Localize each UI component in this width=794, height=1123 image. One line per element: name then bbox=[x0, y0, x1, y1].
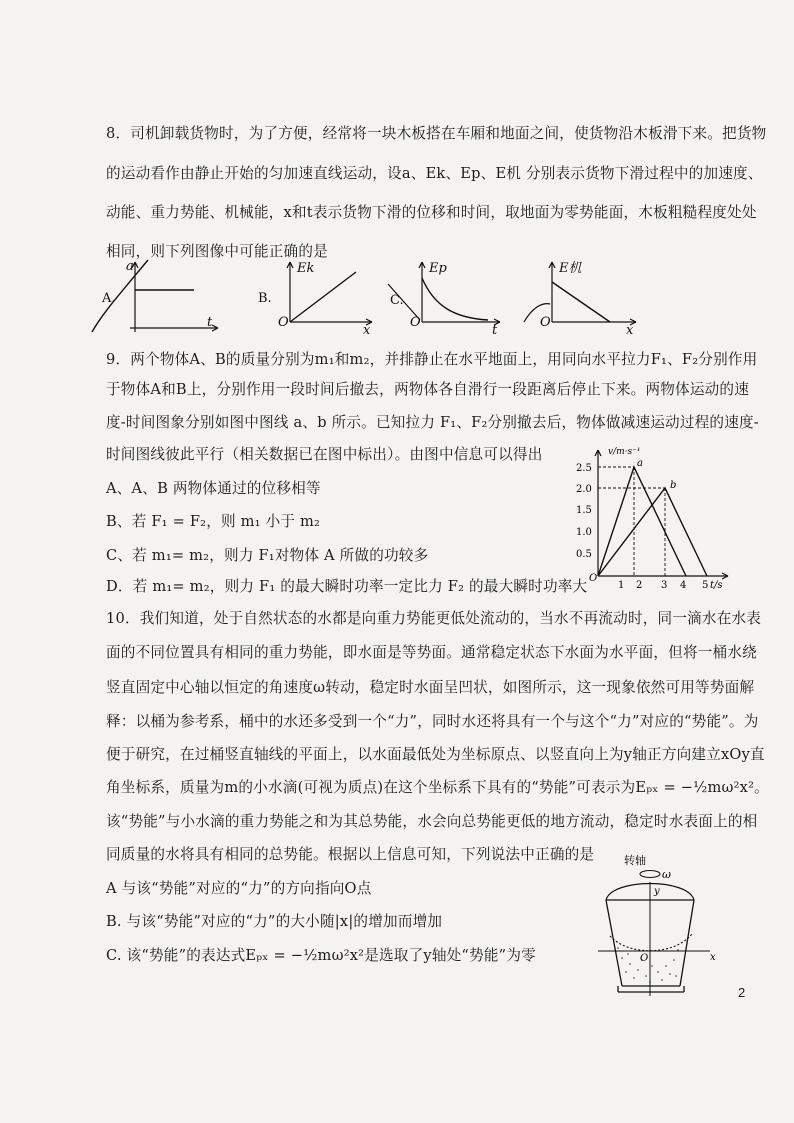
q9-line-1: 9．两个物体A、B的质量分别为m₁和m₂，并排静止在水平地面上，用同向水平拉力F₁、F₂分别作用 bbox=[106, 351, 758, 368]
q10-origin: O bbox=[640, 953, 649, 964]
q8-line-1: 8．司机卸载货物时，为了方便，经常将一块木板搭在车厢和地面之间，使货物沿木板滑下来。把货物 bbox=[106, 125, 767, 142]
q8-graph-b bbox=[254, 256, 384, 336]
q10-line-2: 面的不同位置具有相同的重力势能，即水面是等势面。通常稳定状态下水面为水平面，但将一桶水绕 bbox=[106, 644, 757, 661]
q10-axis-label: 转轴 bbox=[624, 854, 646, 867]
q8a-xlabel: t bbox=[207, 315, 213, 330]
q9-vt-chart bbox=[572, 442, 732, 592]
q8b-xlabel: x bbox=[363, 323, 371, 336]
q8a-ylabel: a bbox=[126, 259, 134, 274]
xtick-4: 4 bbox=[680, 580, 687, 591]
xtick-1: 1 bbox=[618, 580, 625, 591]
q8-graph-c bbox=[384, 256, 514, 336]
q10-line-7: 该“势能”与小水滴的重力势能之和为其总势能，水会向总势能更低的地方流动，稳定时水表面上的相 bbox=[106, 813, 758, 830]
q9-option-b: B、若 F₁ = F₂，则 m₁ 小于 m₂ bbox=[106, 513, 321, 530]
q10-option-a: A 与该“势能”对应的“力”的方向指向O点 bbox=[106, 880, 372, 897]
q9-line-b bbox=[598, 488, 707, 576]
q9-label-b: b bbox=[670, 480, 677, 491]
q8-graph-a bbox=[88, 256, 228, 336]
ytick-0-5: 0.5 bbox=[576, 549, 592, 560]
q10-line-1: 10．我们知道，处于自然状态的水都是向重力势能更低处流动的，当水不再流动时，同一滴水在水表 bbox=[106, 610, 762, 627]
q8-line-3: 动能、重力势能、机械能，x和t表示货物下滑的位移和时间，取地面为零势能面，木板粗糙程度处处 bbox=[106, 204, 757, 221]
q10-line-6: 角坐标系，质量为m的小水滴(可视为质点)在这个坐标系下具有的“势能”可表示为Eₚₓ = −½mω²x²。 bbox=[106, 779, 769, 796]
q10-x-label: x bbox=[710, 952, 716, 963]
q9-label-a: a bbox=[637, 458, 643, 469]
q9-origin: O bbox=[589, 573, 598, 584]
q10-line-8: 同质量的水将具有相同的总势能。根据以上信息可知，下列说法中正确的是 bbox=[106, 846, 595, 863]
q9-ylabel: v/m·s⁻¹ bbox=[608, 447, 641, 457]
q9-line-2: 于物体A和B上，分别作用一段时间后撤去，两物体各自滑行一段距离后停止下来。两物体运动的速 bbox=[106, 381, 750, 398]
q10-y-label: y bbox=[654, 886, 660, 897]
q8-graph-d bbox=[514, 256, 644, 336]
q10-bucket-figure bbox=[588, 848, 728, 1000]
q10-omega: ω bbox=[662, 868, 671, 881]
ytick-2-5: 2.5 bbox=[576, 463, 592, 474]
xtick-5: 5 bbox=[702, 580, 709, 591]
q8b-option: B. bbox=[258, 291, 272, 306]
q9-option-a: A、A、B 两物体通过的位移相等 bbox=[106, 480, 321, 497]
xtick-3: 3 bbox=[661, 580, 668, 591]
xtick-2: 2 bbox=[636, 580, 643, 591]
q8a-option: A. bbox=[102, 291, 116, 306]
q9-line-4: 时间图线彼此平行（相关数据已在图中标出）。由图中信息可以得出 bbox=[106, 446, 543, 463]
q10-line-3: 竖直固定中心轴以恒定的角速度ω转动，稳定时水面呈凹状，如图所示，这一现象依然可用等势面解 bbox=[106, 679, 755, 696]
q8d-origin: O bbox=[540, 315, 551, 330]
q10-line-5: 便于研究，在过桶竖直轴线的平面上，以水面最低处为坐标原点、以竖直向上为y轴正方向建立xOy直 bbox=[106, 746, 765, 763]
q8c-xlabel: t bbox=[492, 323, 498, 336]
q8c-origin: O bbox=[410, 315, 421, 330]
q9-xlabel: t/s bbox=[710, 580, 723, 591]
q8d-ylabel: E机 bbox=[559, 261, 582, 276]
ytick-1-0: 1.0 bbox=[576, 527, 592, 538]
ytick-2-0: 2.0 bbox=[576, 484, 592, 495]
q9-option-c: C、若 m₁= m₂，则力 F₁对物体 A 所做的功较多 bbox=[106, 547, 429, 564]
q10-option-b: B. 与该“势能”对应的“力”的大小随|x|的增加而增加 bbox=[106, 913, 443, 930]
q8b-origin: O bbox=[278, 315, 289, 330]
q8d-xlabel: x bbox=[626, 323, 634, 336]
q8-line-4: 相同，则下列图像中可能正确的是 bbox=[106, 243, 328, 260]
q9-option-d: D．若 m₁= m₂，则力 F₁ 的最大瞬时功率一定比力 F₂ 的最大瞬时功率大 bbox=[106, 578, 588, 595]
q8b-ylabel: Ek bbox=[297, 261, 315, 276]
q10-option-c: C. 该“势能”的表达式Eₚₓ = −½mω²x²是选取了y轴处“势能”为零 bbox=[106, 947, 536, 964]
ytick-1-5: 1.5 bbox=[576, 505, 592, 516]
q8c-option: C. bbox=[390, 293, 404, 308]
page-number: 2 bbox=[738, 985, 746, 1000]
q10-line-4: 释：以桶为参考系，桶中的水还多受到一个“力”，同时水还将具有一个与这个“力”对应的“势能”。为 bbox=[106, 713, 759, 730]
q9-line-3: 度-时间图象分别如图中图线 a、b 所示。已知拉力 F₁、F₂分别撤去后，物体做减速运动过程的速度- bbox=[106, 414, 759, 431]
q8c-ylabel: Ep bbox=[429, 261, 447, 276]
q8-line-2: 的运动看作由静止开始的匀加速直线运动，设a、Ek、Ep、E机 分别表示货物下滑过程中的加速度、 bbox=[106, 165, 763, 182]
